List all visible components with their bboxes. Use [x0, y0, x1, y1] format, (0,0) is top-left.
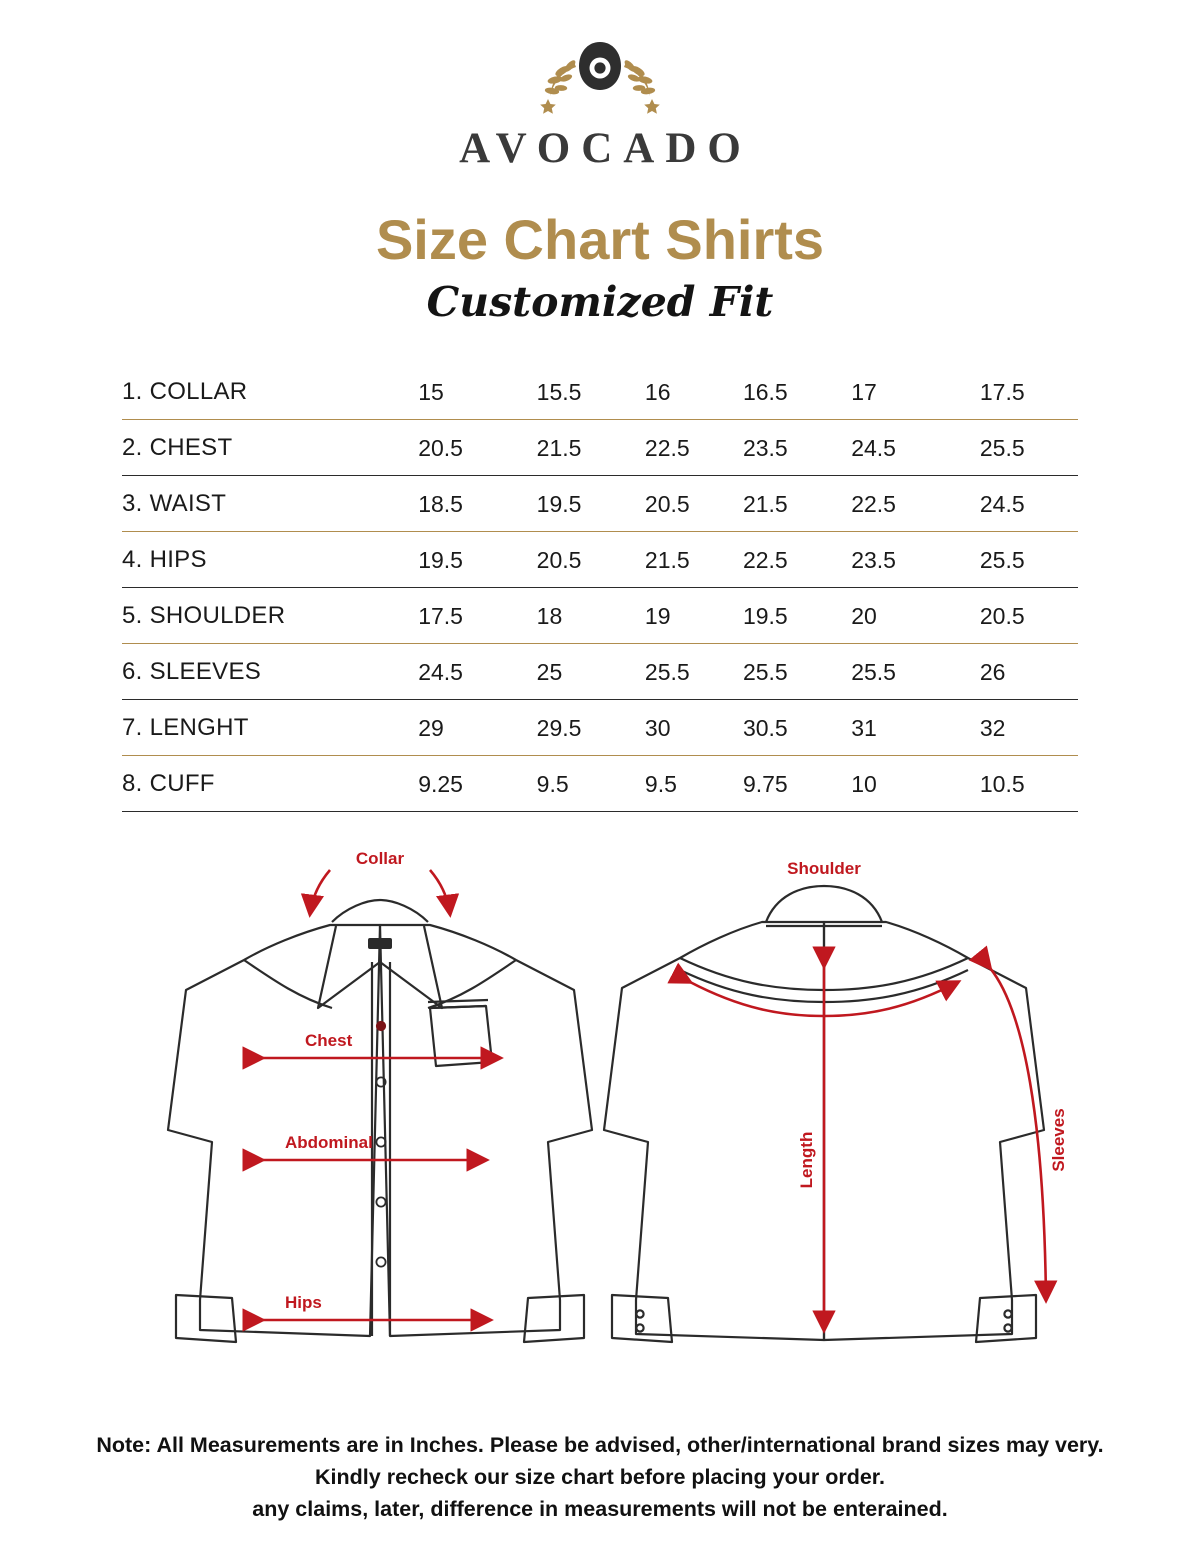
- cell-size-5: 25.5: [851, 644, 980, 700]
- row-label: 7. LENGHT: [122, 700, 418, 756]
- cell-size-4: 22.5: [743, 532, 851, 588]
- cell-size-2: 15.5: [537, 364, 645, 420]
- row-label: 3. WAIST: [122, 476, 418, 532]
- cell-size-6: 24.5: [980, 476, 1078, 532]
- cell-size-1: 24.5: [418, 644, 536, 700]
- label-sleeves: Sleeves: [1049, 1108, 1068, 1172]
- cell-size-5: 23.5: [851, 532, 980, 588]
- cell-size-3: 9.5: [645, 756, 743, 812]
- row-label: 6. SLEEVES: [122, 644, 418, 700]
- size-table-wrapper: [122, 364, 1078, 812]
- cell-size-1: 19.5: [418, 532, 536, 588]
- cell-size-1: 29: [418, 700, 536, 756]
- cell-size-2: 20.5: [537, 532, 645, 588]
- back-measure-arrows: [690, 966, 1046, 1330]
- cell-size-5: 10: [851, 756, 980, 812]
- table-row: [122, 756, 1078, 812]
- cell-size-2: 9.5: [537, 756, 645, 812]
- table-row: [122, 532, 1078, 588]
- label-chest: Chest: [305, 1031, 353, 1050]
- note-line-3: any claims, later, difference in measurements will not be enterained.: [252, 1497, 948, 1521]
- table-row: [122, 364, 1078, 420]
- note-line-1: Note: All Measurements are in Inches. Please be advised, other/international brand sizes may very.: [96, 1433, 1104, 1457]
- cell-size-4: 21.5: [743, 476, 851, 532]
- cell-size-4: 16.5: [743, 364, 851, 420]
- cell-size-5: 17: [851, 364, 980, 420]
- cell-size-1: 17.5: [418, 588, 536, 644]
- cell-size-5: 22.5: [851, 476, 980, 532]
- cell-size-3: 19: [645, 588, 743, 644]
- cell-size-6: 26: [980, 644, 1078, 700]
- shirt-measurement-diagram: [0, 830, 1200, 1390]
- row-label: 8. CUFF: [122, 756, 418, 812]
- cell-size-5: 31: [851, 700, 980, 756]
- cell-size-4: 9.75: [743, 756, 851, 812]
- label-collar: Collar: [355, 849, 405, 868]
- cell-size-3: 16: [645, 364, 743, 420]
- cell-size-2: 29.5: [537, 700, 645, 756]
- cell-size-2: 19.5: [537, 476, 645, 532]
- cell-size-3: 25.5: [645, 644, 743, 700]
- cell-size-6: 25.5: [980, 532, 1078, 588]
- cell-size-4: 19.5: [743, 588, 851, 644]
- label-abdominal: Abdominal: [285, 1133, 373, 1152]
- cell-size-3: 20.5: [645, 476, 743, 532]
- size-table: [122, 364, 1078, 812]
- avocado-laurel-logo-icon: [510, 38, 690, 116]
- cell-size-3: 30: [645, 700, 743, 756]
- cell-size-6: 17.5: [980, 364, 1078, 420]
- cell-size-6: 32: [980, 700, 1078, 756]
- cell-size-4: 23.5: [743, 420, 851, 476]
- brand-name: AVOCADO: [459, 125, 752, 172]
- table-row: [122, 644, 1078, 700]
- cell-size-2: 21.5: [537, 420, 645, 476]
- cell-size-6: 10.5: [980, 756, 1078, 812]
- front-shirt-illustration: [168, 900, 592, 1342]
- row-label: 2. CHEST: [122, 420, 418, 476]
- cell-size-5: 24.5: [851, 420, 980, 476]
- note-line-2: Kindly recheck our size chart before placing your order.: [315, 1465, 885, 1489]
- brand-logo-block: [0, 0, 1200, 173]
- cell-size-3: 22.5: [645, 420, 743, 476]
- cell-size-3: 21.5: [645, 532, 743, 588]
- label-length: Length: [797, 1131, 816, 1189]
- table-row: [122, 588, 1078, 644]
- cell-size-1: 18.5: [418, 476, 536, 532]
- page-subtitle: Customized Fit: [426, 278, 774, 326]
- label-shoulder: Shoulder: [787, 859, 861, 878]
- row-label: 4. HIPS: [122, 532, 418, 588]
- cell-size-6: 25.5: [980, 420, 1078, 476]
- cell-size-1: 9.25: [418, 756, 536, 812]
- note-block: [0, 1429, 1200, 1525]
- label-hips: Hips: [285, 1293, 322, 1312]
- cell-size-5: 20: [851, 588, 980, 644]
- row-label: 5. SHOULDER: [122, 588, 418, 644]
- table-row: [122, 700, 1078, 756]
- cell-size-2: 25: [537, 644, 645, 700]
- cell-size-1: 15: [418, 364, 536, 420]
- row-label: 1. COLLAR: [122, 364, 418, 420]
- cell-size-2: 18: [537, 588, 645, 644]
- table-row: [122, 476, 1078, 532]
- cell-size-4: 30.5: [743, 700, 851, 756]
- cell-size-6: 20.5: [980, 588, 1078, 644]
- table-row: [122, 420, 1078, 476]
- cell-size-1: 20.5: [418, 420, 536, 476]
- page-title: Size Chart Shirts: [375, 208, 825, 271]
- cell-size-4: 25.5: [743, 644, 851, 700]
